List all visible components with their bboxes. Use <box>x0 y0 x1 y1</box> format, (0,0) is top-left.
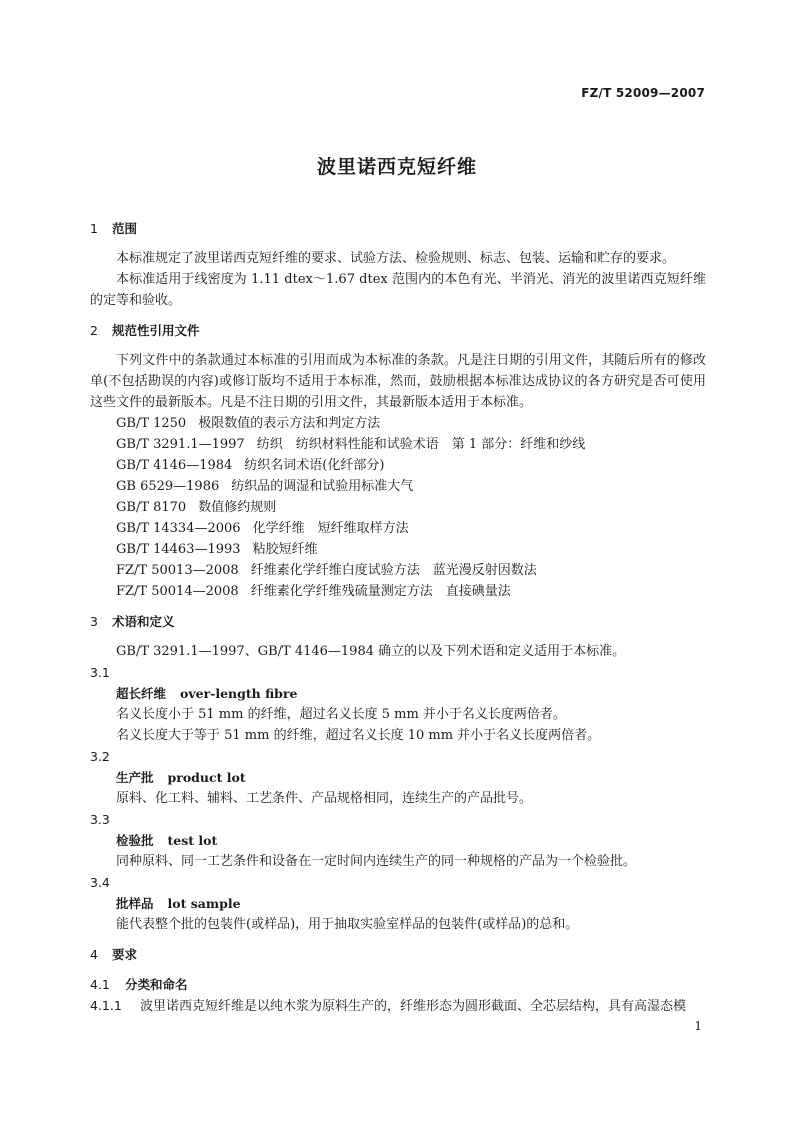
references-intro: 下列文件中的条款通过本标准的引用而成为本标准的条款。凡是注日期的引用文件，其随后所有的修改单(不包括勘误的内容)或修订版均不适用于本标准，然而，鼓励根据本标准达成协议的各方研究是否可使用这些文件的最新版本。凡是不注日期的引用文件，其最新版本适用于本标准。 <box>90 353 706 410</box>
term-definition: 能代表整个批的包装件(或样品)，用于抽取实验室样品的包装件(或样品)的总和。 <box>116 917 579 932</box>
document-body <box>90 218 706 1017</box>
term-number: 3.3 <box>90 812 110 827</box>
term-definition: 名义长度小于 51 mm 的纤维，超过名义长度 5 mm 并小于名义长度两倍者。 <box>116 707 566 722</box>
reference-item: FZ/T 50013—2008 纤维素化学纤维白度试验方法 蓝光漫反射因数法 <box>116 563 537 578</box>
section-heading-normative-references: 2 规范性引用文件 <box>90 323 200 338</box>
term-title: 生产批 product lot <box>116 770 246 785</box>
term-definition: 名义长度大于等于 51 mm 的纤维，超过名义长度 10 mm 并小于名义长度两倍者。 <box>116 728 601 743</box>
term-title: 检验批 test lot <box>116 833 218 848</box>
section-heading-scope: 1 范围 <box>90 221 138 236</box>
terms-intro: GB/T 3291.1—1997、GB/T 4146—1984 确立的以及下列术语和定义适用于本标准。 <box>116 644 626 659</box>
reference-item: GB/T 8170 数值修约规则 <box>116 500 277 515</box>
term-definition: 原料、化工料、辅料、工艺条件、产品规格相同，连续生产的产品批号。 <box>116 791 533 806</box>
term-number: 3.4 <box>90 875 110 890</box>
document-title: 波里诺西克短纤维 <box>316 156 477 178</box>
reference-item: GB/T 4146—1984 纺织名词术语(化纤部分) <box>116 458 385 473</box>
term-number: 3.2 <box>90 749 110 764</box>
reference-list <box>90 413 706 602</box>
reference-item: GB/T 1250 极限数值的表示方法和判定方法 <box>116 416 381 431</box>
clause-paragraph: 4.1.1 波里诺西克短纤维是以纯木浆为原料生产的，纤维形态为圆形截面、全芯层结构，具有高湿态模 <box>90 998 687 1014</box>
term-number: 3.1 <box>90 665 110 680</box>
standard-code: FZ/T 52009—2007 <box>581 86 705 100</box>
reference-item: GB 6529—1986 纺织品的调湿和试验用标准大气 <box>116 479 414 494</box>
reference-item: GB/T 3291.1—1997 纺织 纺织材料性能和试验术语 第 1 部分：纤维和纱线 <box>116 437 586 452</box>
reference-item: GB/T 14334—2006 化学纤维 短纤维取样方法 <box>116 521 409 536</box>
reference-item: GB/T 14463—1993 粘胶短纤维 <box>116 542 318 557</box>
term-title: 批样品 lot sample <box>116 896 241 911</box>
term-title: 超长纤维 over-length fibre <box>116 686 298 701</box>
subsection-heading: 4.1 分类和命名 <box>90 977 188 992</box>
page-number: 1 <box>694 1019 702 1033</box>
reference-item: FZ/T 50014—2008 纤维素化学纤维残硫量测定方法 直接碘量法 <box>116 584 511 599</box>
section-heading-requirements: 4 要求 <box>90 947 138 962</box>
term-definition: 同种原料、同一工艺条件和设备在一定时间内连续生产的同一种规格的产品为一个检验批。 <box>116 854 637 869</box>
section-heading-terms: 3 术语和定义 <box>90 614 175 629</box>
scope-paragraph-1: 本标准规定了波里诺西克短纤维的要求、试验方法、检验规则、标志、包装、运输和贮存的要求。 <box>116 251 676 266</box>
scope-paragraph-2: 本标准适用于线密度为 1.11 dtex～1.67 dtex 范围内的本色有光、半消光、消光的波里诺西克短纤维的定等和验收。 <box>90 272 706 308</box>
